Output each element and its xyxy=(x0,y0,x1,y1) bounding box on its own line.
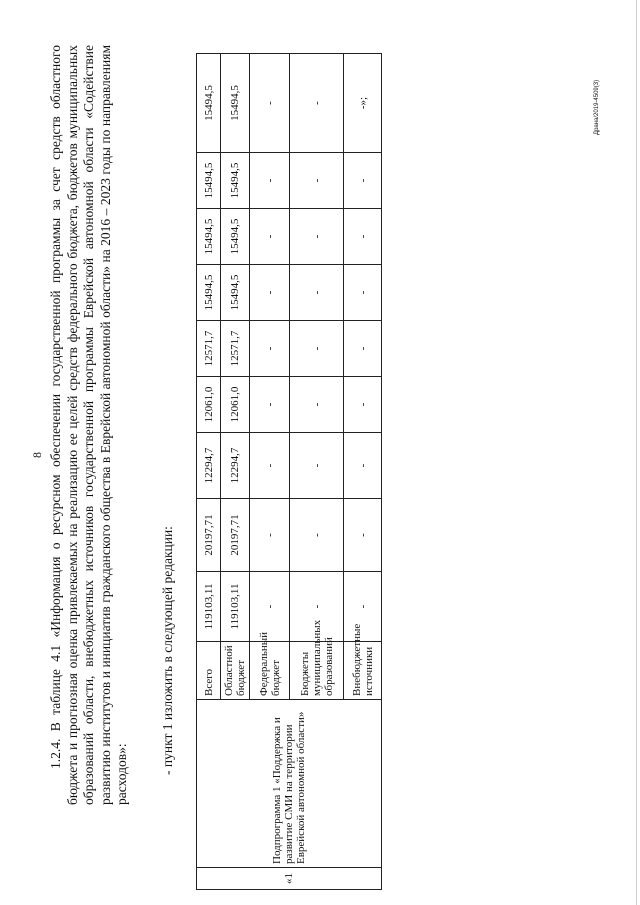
amount-cell: 15494,5 xyxy=(197,54,221,153)
amount-cell: - xyxy=(250,321,290,377)
amount-cell: - xyxy=(344,321,382,377)
page-number: 8 xyxy=(30,452,44,458)
amount-cell: - xyxy=(290,377,344,433)
amount-cell: 12061,0 xyxy=(197,377,221,433)
row-number-cell: «1 xyxy=(197,868,382,890)
amount-cell: 15494,5 xyxy=(221,153,250,209)
amount-cell: - xyxy=(250,433,290,499)
amount-cell: - xyxy=(290,54,344,153)
instruction-note: - пункт 1 изложить в следующей редакции: xyxy=(160,526,175,775)
funding-source-cell: Внебюджетные источники xyxy=(344,642,382,700)
amount-cell: 12571,7 xyxy=(197,321,221,377)
amount-cell: -»; xyxy=(344,54,382,153)
amount-cell: 12061,0 xyxy=(221,377,250,433)
amount-cell: 119103,11 xyxy=(221,572,250,642)
funding-source-cell: Федеральный бюджет xyxy=(250,642,290,700)
amount-cell: - xyxy=(344,153,382,209)
amount-cell: - xyxy=(290,433,344,499)
amount-cell: 15494,5 xyxy=(221,54,250,153)
amount-cell: 15494,5 xyxy=(197,209,221,265)
amount-cell: - xyxy=(250,572,290,642)
amount-cell: 15494,5 xyxy=(221,209,250,265)
amount-cell: - xyxy=(344,377,382,433)
amount-cell: - xyxy=(290,153,344,209)
funding-source-cell: Всего xyxy=(197,642,221,700)
amount-cell: 12571,7 xyxy=(221,321,250,377)
amount-cell: 20197,71 xyxy=(221,499,250,572)
amount-cell: - xyxy=(250,54,290,153)
amount-cell: 15494,5 xyxy=(197,153,221,209)
amount-cell: - xyxy=(250,209,290,265)
document-code: Драна/2019-4509(3) xyxy=(594,79,600,135)
amount-cell: - xyxy=(344,209,382,265)
amount-cell: 15494,5 xyxy=(221,265,250,321)
amount-cell: 12294,7 xyxy=(197,433,221,499)
amount-cell: - xyxy=(344,265,382,321)
amount-cell: 12294,7 xyxy=(221,433,250,499)
resource-table xyxy=(196,53,382,890)
funding-source-cell: Бюджеты муниципальных образований xyxy=(290,642,344,700)
amount-cell: - xyxy=(290,209,344,265)
intro-text: 1.2.4. В таблице 4.1 «Информация о ресурсном обеспечении государственной программы за счет средств областного бюджета и прогнозная оценка привлекаемых на реализацию ее целей средств федерального бюджета, бюджетов муниципальных образований области, внебюджетных источников государственной программы Еврейской автономной области «Содействие развитию институтов и инициатив гражданского общества в Еврейской автономной области» на 2016 – 2023 годы по направлениям расходов»: xyxy=(48,45,129,805)
amount-cell: - xyxy=(250,377,290,433)
amount-cell: 20197,71 xyxy=(197,499,221,572)
amount-cell: - xyxy=(250,265,290,321)
amount-cell: - xyxy=(250,153,290,209)
amount-cell: - xyxy=(290,499,344,572)
table-row xyxy=(197,54,221,890)
amount-cell: - xyxy=(290,572,344,642)
amount-cell: 15494,5 xyxy=(197,265,221,321)
amount-cell: - xyxy=(290,321,344,377)
amount-cell: - xyxy=(250,499,290,572)
amount-cell: - xyxy=(344,572,382,642)
amount-cell: - xyxy=(344,433,382,499)
amount-cell: - xyxy=(290,265,344,321)
program-name-cell: Подпрограмма 1 «Поддержка и развитие СМИ на территории Еврейской автономной области» xyxy=(197,700,382,868)
amount-cell: - xyxy=(344,499,382,572)
funding-source-cell: Областной бюджет xyxy=(221,642,250,700)
intro-paragraph xyxy=(48,45,131,805)
table-body xyxy=(197,54,382,890)
amount-cell: 119103,11 xyxy=(197,572,221,642)
page-bottom-line xyxy=(636,0,637,905)
